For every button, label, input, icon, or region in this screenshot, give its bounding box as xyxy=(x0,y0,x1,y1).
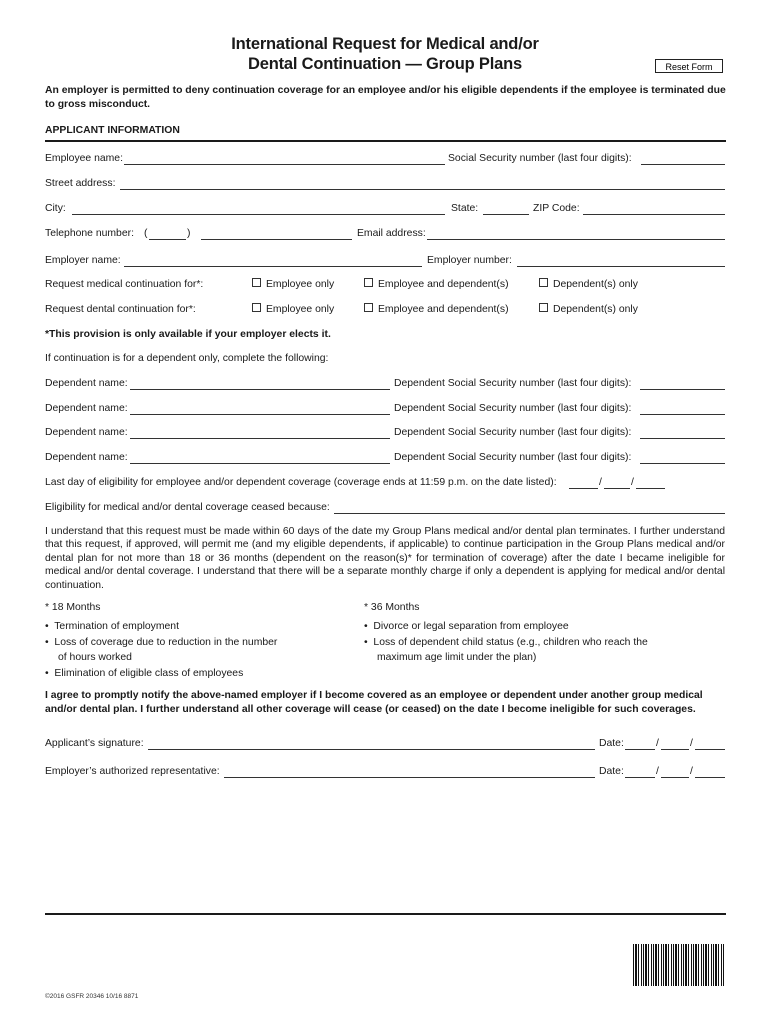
understand-paragraph: I understand that this request must be made within 60 days of the date my Group Plans medical and/or dental plan terminates. I further understand that this request, if approved, will permit me (and my eligible dependents, if applicable) to continue participation in the Group Plans medical and/or dental plan for not more than 18 or 36 months (dependent on the reason(s)* for termination of coverage) after the date I became ineligible for medical and/or dental coverage. I understand that there will be a separate monthly charge if only a dependent is applying for medical and/or dental continuation. xyxy=(45,526,725,591)
medical-dependents-only-label: Dependent(s) only xyxy=(553,279,638,290)
employer-name-field[interactable] xyxy=(124,254,422,267)
dependent-3-ssn-label: Dependent Social Security number (last four digits): xyxy=(394,427,632,438)
list-item: of hours worked xyxy=(58,652,132,664)
last-day-year-field[interactable] xyxy=(636,476,665,489)
applicant-signature-field[interactable] xyxy=(148,737,595,750)
months-18-heading: * 18 Months xyxy=(45,602,101,613)
eligibility-ceased-field[interactable] xyxy=(334,501,725,514)
dependent-2-name-label: Dependent name: xyxy=(45,403,128,414)
area-code-open-paren: ( xyxy=(144,228,148,239)
city-field[interactable] xyxy=(72,202,445,215)
date-separator: / xyxy=(656,766,659,777)
list-item: • Elimination of eligible class of employees xyxy=(45,667,244,679)
telephone-label: Telephone number: xyxy=(45,228,134,239)
dental-dependents-only-label: Dependent(s) only xyxy=(553,304,638,315)
telephone-field[interactable] xyxy=(201,227,352,240)
dental-employee-only-checkbox[interactable] xyxy=(252,303,261,312)
list-item: • Termination of employment xyxy=(45,621,179,632)
dental-employee-only-label: Employee only xyxy=(266,304,335,315)
provision-note: *This provision is only available if your employer elects it. xyxy=(45,329,331,340)
email-label: Email address: xyxy=(357,228,426,239)
date-separator: / xyxy=(690,766,693,777)
street-address-label: Street address: xyxy=(45,178,116,189)
form-title-line1: International Request for Medical and/or xyxy=(231,35,539,53)
employer-name-label: Employer name: xyxy=(45,255,121,266)
medical-employee-dependents-label: Employee and dependent(s) xyxy=(378,279,509,290)
area-code-field[interactable] xyxy=(149,227,186,240)
employer-rep-signature-field[interactable] xyxy=(224,765,595,778)
months-18-list xyxy=(45,619,277,681)
footer-rule xyxy=(45,913,726,915)
medical-employee-only-checkbox[interactable] xyxy=(252,278,261,287)
barcode-icon xyxy=(633,944,725,986)
applicant-date-label: Date: xyxy=(599,738,624,749)
section-heading: APPLICANT INFORMATION xyxy=(45,125,180,136)
list-item: maximum age limit under the plan) xyxy=(377,652,537,664)
gross-misconduct-notice: An employer is permitted to deny continuation coverage for an employee and/or his eligible dependents if the employee is terminated due to gross misconduct. xyxy=(45,85,726,110)
applicant-date-month-field[interactable] xyxy=(625,737,655,750)
dental-employee-dependents-checkbox[interactable] xyxy=(364,303,373,312)
ssn-label: Social Security number (last four digits): xyxy=(448,153,632,164)
state-label: State: xyxy=(451,203,479,214)
employer-rep-date-label: Date: xyxy=(599,766,624,777)
date-separator: / xyxy=(599,477,602,488)
city-label: City: xyxy=(45,203,66,214)
list-item: • Loss of dependent child status (e.g., children who reach the xyxy=(364,636,648,648)
applicant-signature-label: Applicant’s signature: xyxy=(45,738,144,749)
section-rule xyxy=(45,140,726,142)
dependent-4-name-label: Dependent name: xyxy=(45,452,128,463)
dependent-4-name-field[interactable] xyxy=(130,451,390,464)
dependent-2-ssn-label: Dependent Social Security number (last four digits): xyxy=(394,403,632,414)
employer-number-label: Employer number: xyxy=(427,255,512,266)
zip-field[interactable] xyxy=(583,202,725,215)
months-36-list xyxy=(364,619,648,666)
state-field[interactable] xyxy=(483,202,529,215)
medical-employee-only-label: Employee only xyxy=(266,279,335,290)
ssn-field[interactable] xyxy=(641,152,725,165)
dependent-1-name-field[interactable] xyxy=(130,377,390,390)
last-day-eligibility-label: Last day of eligibility for employee and/or dependent coverage (coverage ends at 11:59 p.m. on the date listed): xyxy=(45,477,557,488)
dependent-3-name-field[interactable] xyxy=(130,426,390,439)
last-day-month-field[interactable] xyxy=(569,476,598,489)
months-36-heading: * 36 Months xyxy=(364,602,420,613)
medical-dependents-only-checkbox[interactable] xyxy=(539,278,548,287)
dental-dependents-only-checkbox[interactable] xyxy=(539,303,548,312)
employee-name-field[interactable] xyxy=(124,152,445,165)
dental-continuation-label: Request dental continuation for*: xyxy=(45,304,196,315)
employer-rep-date-year-field[interactable] xyxy=(695,765,725,778)
medical-employee-dependents-checkbox[interactable] xyxy=(364,278,373,287)
dependent-1-ssn-label: Dependent Social Security number (last four digits): xyxy=(394,378,632,389)
dependent-2-name-field[interactable] xyxy=(130,402,390,415)
street-address-field[interactable] xyxy=(120,177,725,190)
dependent-3-ssn-field[interactable] xyxy=(640,426,725,439)
date-separator: / xyxy=(656,738,659,749)
zip-label: ZIP Code: xyxy=(533,203,580,214)
eligibility-ceased-label: Eligibility for medical and/or dental coverage ceased because: xyxy=(45,502,330,513)
employee-name-label: Employee name: xyxy=(45,153,123,164)
dependent-intro: If continuation is for a dependent only, complete the following: xyxy=(45,353,329,364)
medical-continuation-label: Request medical continuation for*: xyxy=(45,279,204,290)
date-separator: / xyxy=(690,738,693,749)
form-title-line2: Dental Continuation — Group Plans xyxy=(248,55,522,73)
employer-rep-signature-label: Employer’s authorized representative: xyxy=(45,766,220,777)
agree-paragraph: I agree to promptly notify the above-named employer if I become covered as an employee or dependent under another group medical and/or dental plan. I further understand all other coverage will cease (or ceased) on the date I become ineligible for such coverages. xyxy=(45,690,703,715)
dental-employee-dependents-label: Employee and dependent(s) xyxy=(378,304,509,315)
dependent-4-ssn-field[interactable] xyxy=(640,451,725,464)
employer-rep-date-month-field[interactable] xyxy=(625,765,655,778)
dependent-1-ssn-field[interactable] xyxy=(640,377,725,390)
list-item: • Divorce or legal separation from employee xyxy=(364,621,569,632)
footer-code: ©2016 GSFR 20346 10/16 8871 xyxy=(45,993,139,1000)
applicant-date-day-field[interactable] xyxy=(661,737,689,750)
list-item: • Loss of coverage due to reduction in the number xyxy=(45,636,278,648)
employer-rep-date-day-field[interactable] xyxy=(661,765,689,778)
area-code-close-paren: ) xyxy=(187,228,191,239)
dependent-3-name-label: Dependent name: xyxy=(45,427,128,438)
reset-form-button[interactable]: Reset Form xyxy=(655,59,723,73)
dependent-1-name-label: Dependent name: xyxy=(45,378,128,389)
dependent-2-ssn-field[interactable] xyxy=(640,402,725,415)
employer-number-field[interactable] xyxy=(517,254,725,267)
dependent-4-ssn-label: Dependent Social Security number (last four digits): xyxy=(394,452,632,463)
email-field[interactable] xyxy=(427,227,725,240)
last-day-day-field[interactable] xyxy=(604,476,630,489)
applicant-date-year-field[interactable] xyxy=(695,737,725,750)
date-separator: / xyxy=(631,477,634,488)
